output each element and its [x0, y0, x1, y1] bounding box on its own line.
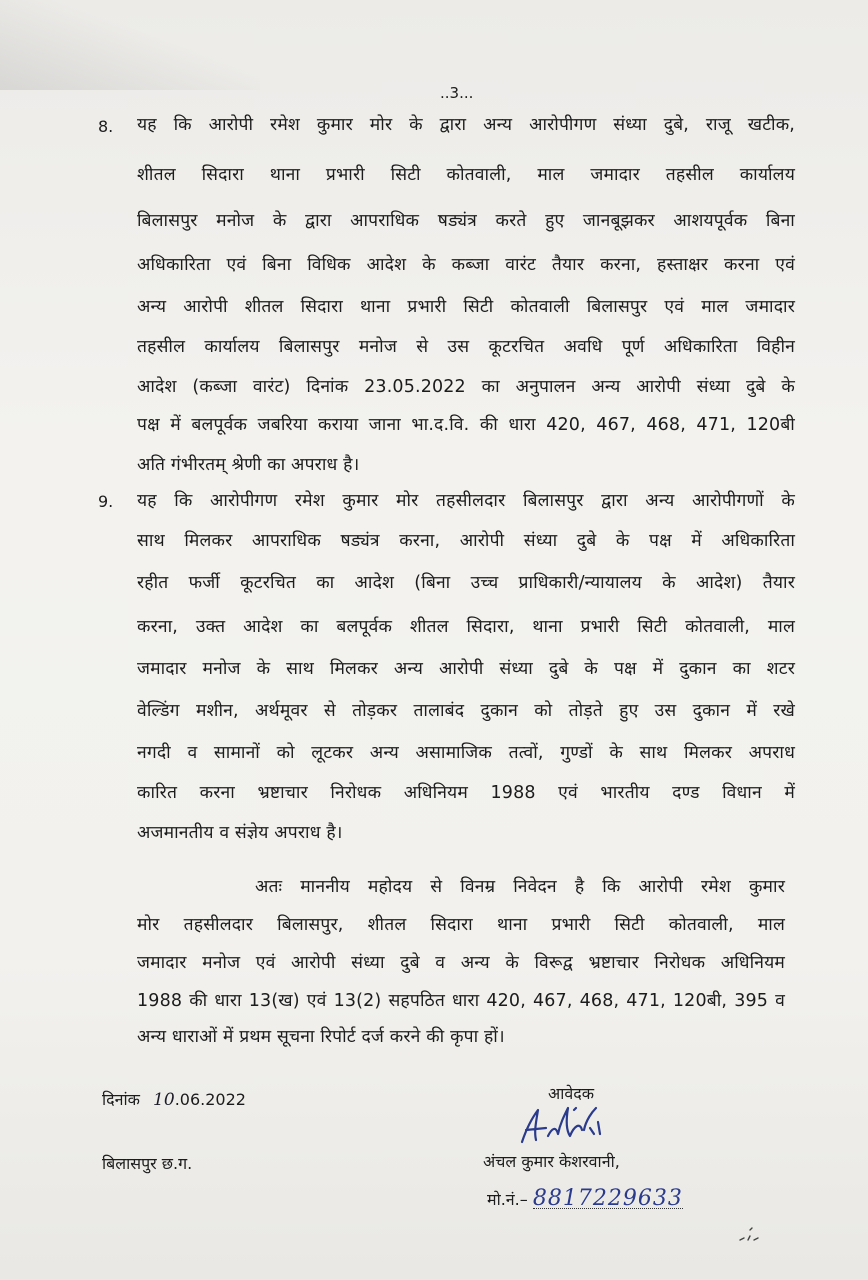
text-line: आदेश (कब्जा वारंट) दिनांक 23.05.2022 का अनुपालन अन्य आरोपी संध्या दुबे के	[137, 377, 795, 397]
text-line: अधिकारिता एवं बिना विधिक आदेश के कब्जा वारंट तैयार करना, हस्ताक्षर करना एवं	[137, 255, 795, 275]
date-value: .06.2022	[174, 1090, 246, 1109]
text-line: रहीत फर्जी कूटरचित का आदेश (बिना उच्च प्राधिकारी/न्यायालय के आदेश) तैयार	[137, 573, 795, 593]
text-line: करना, उक्त आदेश का बलपूर्वक शीतल सिदारा, थाना प्रभारी सिटी कोतवाली, माल	[137, 617, 795, 637]
text-line: यह कि आरोपी रमेश कुमार मोर के द्वारा अन्य आरोपीगण संध्या दुबे, राजू खटीक,	[137, 115, 795, 135]
date-label: दिनांक	[102, 1090, 140, 1109]
date-block	[102, 1088, 246, 1110]
handwritten-mobile-number: 8817229633	[532, 1186, 683, 1211]
page-shadow	[0, 0, 260, 90]
text-line: अति गंभीरतम् श्रेणी का अपराध है।	[137, 455, 360, 475]
paragraph-number: 8.	[98, 117, 114, 136]
text-line: साथ मिलकर आपराधिक षड्यंत्र करना, आरोपी संध्या दुबे के पक्ष में अधिकारिता	[137, 531, 795, 551]
text-line: नगदी व सामानों को लूटकर अन्य असामाजिक तत्वों, गुण्डों के साथ मिलकर अपराध	[137, 743, 795, 763]
corner-mark	[736, 1226, 766, 1246]
text-line: अजमानतीय व संज्ञेय अपराध है।	[137, 823, 343, 843]
text-line: शीतल सिदारा थाना प्रभारी सिटी कोतवाली, माल जमादार तहसील कार्यालय	[137, 165, 795, 185]
place: बिलासपुर छ.ग.	[102, 1154, 193, 1173]
text-line: अन्य धाराओं में प्रथम सूचना रिपोर्ट दर्ज करने की कृपा हों।	[137, 1027, 505, 1047]
text-line: यह कि आरोपीगण रमेश कुमार मोर तहसीलदार बिलासपुर द्वारा अन्य आरोपीगणों के	[137, 491, 795, 511]
signature-image	[512, 1100, 622, 1150]
mobile-label: मो.नं.–	[487, 1190, 528, 1209]
text-line: जमादार मनोज के साथ मिलकर अन्य आरोपी संध्या दुबे के पक्ष में दुकान का शटर	[137, 659, 795, 679]
text-line: अन्य आरोपी शीतल सिदारा थाना प्रभारी सिटी कोतवाली बिलासपुर एवं माल जमादार	[137, 297, 795, 317]
applicant-label: आवेदक	[548, 1084, 595, 1103]
text-line: बिलासपुर मनोज के द्वारा आपराधिक षड्यंत्र करते हुए जानबूझकर आशयपूर्वक बिना	[137, 211, 795, 231]
text-line: मोर तहसीलदार बिलासपुर, शीतल सिदारा थाना प्रभारी सिटी कोतवाली, माल	[137, 915, 785, 935]
text-line: 1988 की धारा 13(ख) एवं 13(2) सहपठित धारा 420, 467, 468, 471, 120बी, 395 व	[137, 991, 785, 1011]
dotted-line	[533, 1208, 683, 1209]
text-line: तहसील कार्यालय बिलासपुर मनोज से उस कूटरचित अवधि पूर्ण अधिकारिता विहीन	[137, 337, 795, 357]
page-number: ..3...	[440, 84, 474, 102]
text-line: पक्ष में बलपूर्वक जबरिया कराया जाना भा.द.वि. की धारा 420, 467, 468, 471, 120बी	[137, 415, 795, 435]
text-line: जमादार मनोज एवं आरोपी संध्या दुबे व अन्य के विरूद्व भ्रष्टाचार निरोधक अधिनियम	[137, 953, 785, 973]
paragraph-number: 9.	[98, 492, 114, 511]
text-line: वेल्डिंग मशीन, अर्थमूवर से तोड़कर तालाबंद दुकान को तोड़ते हुए उस दुकान में रखे	[137, 701, 795, 721]
mobile-number-underline	[533, 1186, 683, 1211]
handwritten-date-day: 10	[153, 1090, 175, 1110]
mobile-block	[487, 1186, 683, 1211]
applicant-name: अंचल कुमार केशरवानी,	[483, 1152, 620, 1171]
text-line: अतः माननीय महोदय से विनम्र निवेदन है कि आरोपी रमेश कुमार	[255, 877, 785, 897]
text-line: कारित करना भ्रष्टाचार निरोधक अधिनियम 1988 एवं भारतीय दण्ड विधान में	[137, 783, 795, 803]
